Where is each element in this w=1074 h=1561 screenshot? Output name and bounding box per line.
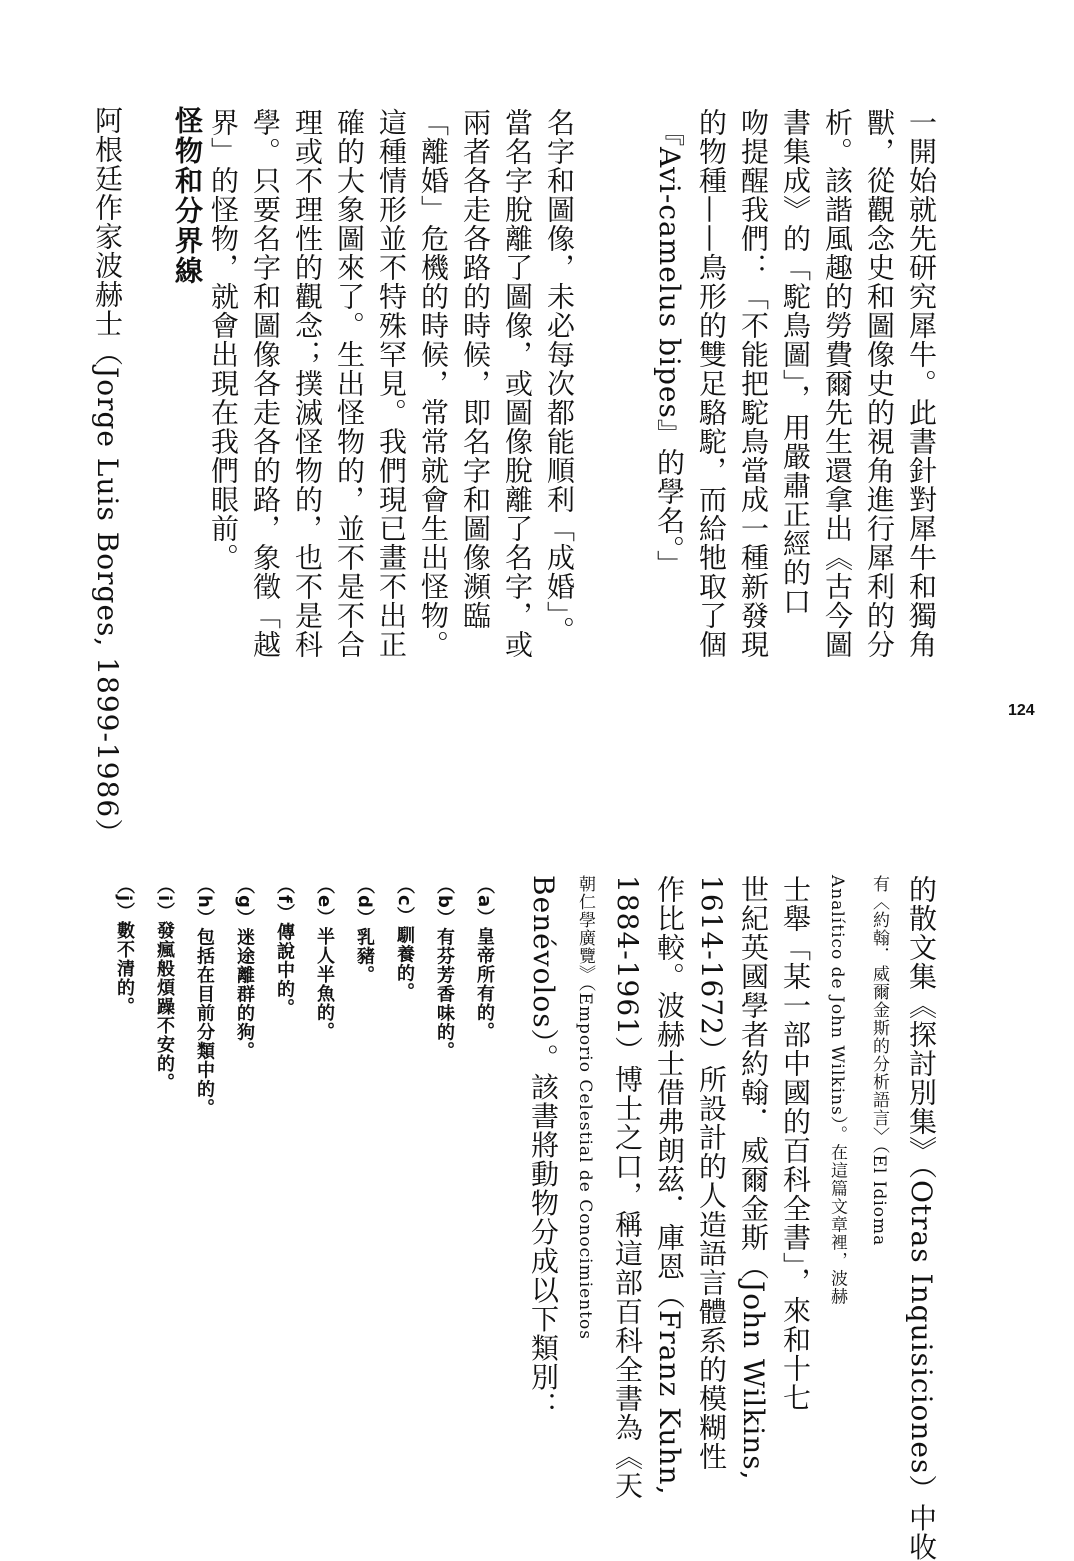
text-line: 『Avi-camelus bipes』的學名。」 [653,118,686,579]
animal-category-list [104,876,504,1118]
text-line: 有〈約翰．威爾金斯的分析語言〉（El Idioma [869,875,889,1247]
text-line: 朝仁學廣覽》（Emporio Celestial de Conocimientos [575,875,595,1340]
text-line: 學。只要名字和圖像各走各的路，象徵「越 [249,108,282,659]
text-line: Analítico de John Wilkins）。在這篇文章裡，波赫 [827,875,847,1306]
text-line: 吻提醒我們：「不能把駝鳥當成一種新發現 [737,108,770,659]
list-item: （d）乳豬。 [354,876,375,985]
text-line: 一開始就先研究犀牛。此書針對犀牛和獨角 [905,108,938,659]
text-line: 書集成》的「駝鳥圖」，用嚴肅正經的口 [779,108,812,616]
paragraph-borges [522,875,942,1561]
text-line: 獸，從觀念史和圖像史的視角進行犀利的分 [863,108,896,659]
text-line: 的物種——鳥形的雙足駱駝，而給牠取了個 [695,108,728,659]
paragraph-ostrich [648,108,942,659]
text-line: 這種情形並不特殊罕見。我們現已畫不出正 [375,108,408,659]
text-line: 的散文集《探討別集》（Otras Inquisiciones）中收 [905,875,938,1561]
list-item: （f）傳說中的。 [274,876,295,1018]
text-line: 世紀英國學者約翰．威爾金斯（John Wilkins, [737,875,770,1481]
text-line: 確的大象圖來了。生出怪物的，並不是不合 [333,108,366,659]
text-line: 作比較。波赫士借弗朗茲．庫恩（Franz Kuhn, [653,875,686,1496]
text-line: 阿根廷作家波赫士（Jorge Luis Borges, 1899-1986） [91,106,124,848]
text-line: 名字和圖像，未必每次都能順利「成婚」。 [543,108,576,645]
list-item: （h）包括在目前分類中的。 [194,876,215,1118]
text-line: 析。該諧風趣的勞費爾先生還拿出《古今圖 [821,108,854,659]
text-line: 界」的怪物，就會出現在我們眼前。 [207,108,240,572]
page-number: 124 [1008,702,1035,719]
paragraph-name-and-image [202,108,580,659]
text-line: Benévolos）。該書將動物分成以下類別： [527,875,560,1421]
text-line: 兩者各走各路的時候，即名字和圖像瀕臨 [459,108,492,630]
list-item: （g）迷途離群的狗。 [234,876,255,1061]
list-item: （a）皇帝所有的。 [474,876,495,1042]
list-item: （e）半人半魚的。 [314,876,335,1042]
text-line: 1884-1961）博士之口，稱這部百科全書為《天 [611,875,644,1500]
paragraph-borges-start [86,106,128,847]
text-line: 「離婚」危機的時候，常常就會生出怪物。 [417,108,450,659]
list-item: （c）馴養的。 [394,876,415,1002]
text-line: 士舉「某一部中國的百科全書」，來和十七 [779,875,812,1412]
text-line: 當名字脫離了圖像，或圖像脫離了名字，或 [501,108,534,659]
text-line: 1614-1672）所設計的人造語言體系的模糊性 [695,875,728,1471]
list-item: （j）數不清的。 [114,876,135,1017]
list-item: （b）有芬芳香味的。 [434,876,455,1061]
text-line: 理或不理性的觀念；撲滅怪物的，也不是科 [291,108,324,659]
list-item: （i）發瘋般煩躁不安的。 [154,876,175,1093]
section-heading: 怪物和分界線 [171,106,204,286]
